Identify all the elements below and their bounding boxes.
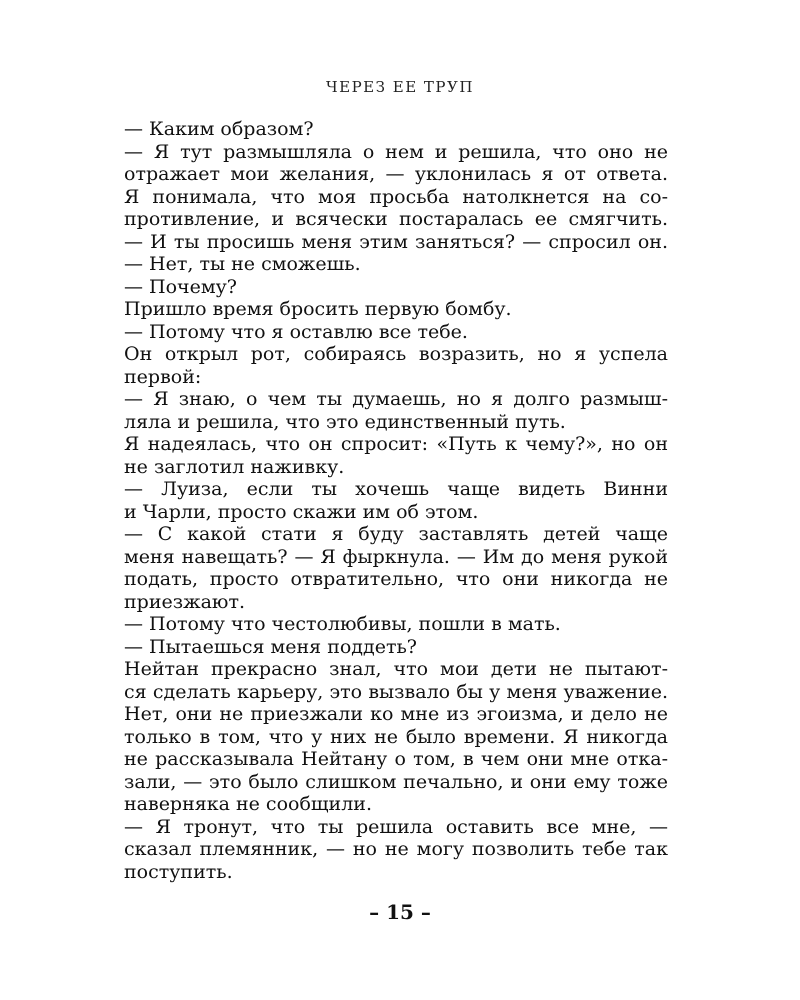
text-line: Я надеялась, что он спросит: «Путь к чему?», но он [124,433,668,455]
body-text [124,118,668,883]
text-line: не заглотил наживку. [124,455,345,478]
running-head: ЧЕРЕЗ ЕЕ ТРУП [326,78,474,96]
text-line: — Каким образом? [124,118,314,140]
text-line: подать, просто отвратительно, что они никогда не [124,568,668,590]
text-line: — И ты просишь меня этим заняться? — спросил он. [124,230,668,253]
text-line: отражает мои желания, — уклонилась я от ответа. [124,163,668,185]
text-line: только в том, что у них не было времени. Я никогда [124,725,668,748]
text-line: — С какой стати я буду заставлять детей чаще [124,523,668,545]
text-line: Пришло время бросить первую бомбу. [124,298,512,320]
text-line: — Я тут размышляла о нем и решила, что оно не [124,140,668,163]
text-line: наверняка не сообщили. [124,793,372,815]
text-line: — Потому что честолюбивы, пошли в мать. [124,613,561,635]
text-line: — Потому что я оставлю все тебе. [124,320,468,343]
text-line: Он открыл рот, собираясь возразить, но я успела [124,343,668,365]
text-line: зали, — это было слишком печально, и они ему тоже [124,770,668,793]
text-line: — Я знаю, о чем ты думаешь, но я долго размыш- [124,388,668,410]
text-line: — Я тронут, что ты решила оставить все мне, — [124,815,668,838]
text-line: — Пытаешься меня поддеть? [124,635,417,658]
text-line: сказал племянник, — но не могу позволить тебе так [124,838,668,860]
text-line: Нет, они не приезжали ко мне из эгоизма, и дело не [124,703,668,725]
text-line: Я понимала, что моя просьба натолкнется на со- [124,185,668,208]
text-line: не рассказывала Нейтану о том, в чем они мне отка- [124,748,668,770]
text-line: первой: [124,365,202,388]
text-line: — Почему? [124,275,237,298]
text-line: меня навещать? — Я фыркнула. — Им до меня рукой [124,545,668,568]
text-line: Нейтан прекрасно знал, что мои дети не пытают- [124,658,668,680]
text-line: поступить. [124,860,233,883]
text-paragraph [124,118,668,883]
page-number: – 15 – [369,900,431,924]
text-line: — Луиза, если ты хочешь чаще видеть Винни [124,478,668,500]
text-line: и Чарли, просто скажи им об этом. [124,500,479,523]
text-line: ся сделать карьеру, это вызвало бы у меня уважение. [124,680,668,703]
text-line: — Нет, ты не сможешь. [124,253,361,275]
text-line: приезжают. [124,590,245,613]
text-line: ляла и решила, что это единственный путь. [124,410,566,433]
text-line: противление, и всячески постаралась ее смягчить. [124,208,668,230]
